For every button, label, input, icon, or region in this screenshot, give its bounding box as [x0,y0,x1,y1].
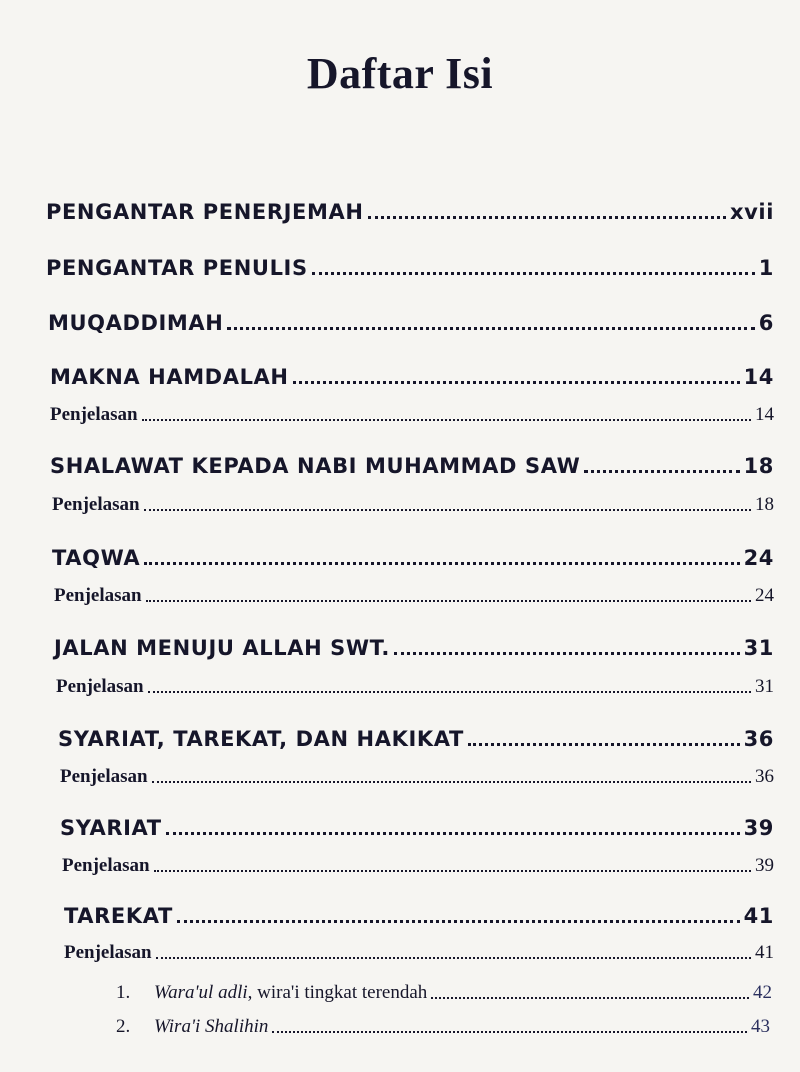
toc-entry-page: 14 [743,365,774,389]
toc-subentry-penjelasan[interactable] [60,766,774,788]
dot-leader [144,509,751,511]
toc-entry-muqaddimah[interactable] [48,311,774,335]
dot-leader [144,562,739,565]
toc-entry-label: MUQADDIMAH [48,311,224,335]
list-number: 2. [116,1016,131,1037]
toc-subitem-1[interactable] [116,982,772,1004]
dot-leader [272,1031,747,1033]
toc-entry-label: MAKNA HAMDALAH [50,365,289,389]
dot-leader [431,997,749,999]
dot-leader [293,381,740,384]
toc-entry-jalan-menuju-allah[interactable] [54,636,774,660]
toc-entry-page: xvii [729,200,774,224]
toc-entry-pengantar-penerjemah[interactable] [46,200,774,224]
toc-entry-label: Penjelasan [62,855,150,876]
toc-entry-label: Penjelasan [50,404,138,425]
dot-leader [166,832,740,835]
dot-leader [468,743,740,746]
toc-subentry-penjelasan[interactable] [64,942,774,964]
toc-entry-syariat-tarekat-hakikat[interactable] [58,727,774,751]
toc-entry-page: 36 [743,727,774,751]
toc-entry-label [116,982,427,1004]
page-title: Daftar Isi [306,49,494,98]
dot-leader [152,781,751,783]
toc-subentry-penjelasan[interactable] [62,855,774,877]
toc-entry-page: 24 [755,585,774,606]
toc-entry-page: 43 [751,1016,770,1037]
toc-entry-label [116,1016,268,1038]
toc-entry-label: SYARIAT [60,816,162,840]
toc-entry-page: 42 [753,982,772,1003]
dot-leader [156,957,751,959]
toc-entry-pengantar-penulis[interactable] [46,256,774,280]
toc-entry-label: Penjelasan [60,766,148,787]
toc-subentry-penjelasan[interactable] [56,676,774,698]
dot-leader [177,920,740,923]
list-number: 1. [116,982,131,1003]
toc-entry-label: TAQWA [52,546,141,570]
toc-entry-page: 31 [743,636,774,660]
toc-entry-label: Penjelasan [52,494,140,515]
toc-entry-tarekat[interactable] [64,904,774,928]
toc-entry-label: Penjelasan [64,942,152,963]
toc-entry-label: SYARIAT, TAREKAT, DAN HAKIKAT [58,727,464,751]
toc-entry-label: TAREKAT [64,904,173,928]
toc-subentry-penjelasan[interactable] [50,404,774,426]
toc-entry-label: Penjelasan [56,676,144,697]
toc-subentry-penjelasan[interactable] [54,585,774,607]
toc-subentry-penjelasan[interactable] [52,494,774,516]
toc-entry-page: 1 [758,256,774,280]
toc-entry-makna-hamdalah[interactable] [50,365,774,389]
dot-leader [142,419,751,421]
toc-entry-page: 39 [755,855,774,876]
toc-entry-page: 39 [743,816,774,840]
dot-leader [368,216,726,219]
toc-entry-taqwa[interactable] [52,546,774,570]
toc-entry-page: 14 [755,404,774,425]
toc-entry-page: 41 [743,904,774,928]
dot-leader [394,652,740,655]
toc-entry-label: PENGANTAR PENULIS [46,256,308,280]
dot-leader [584,470,739,473]
dot-leader [312,272,755,275]
toc-entry-label: SHALAWAT KEPADA NABI MUHAMMAD SAW [50,454,581,478]
dot-leader [154,870,751,872]
toc-subitem-2[interactable] [116,1016,770,1038]
toc-entry-page: 6 [758,311,774,335]
toc-entry-page: 31 [755,676,774,697]
toc-entry-label: Penjelasan [54,585,142,606]
toc-entry-page: 24 [743,546,774,570]
dot-leader [148,691,751,693]
dot-leader [146,600,751,602]
toc-entry-page: 36 [755,766,774,787]
toc-entry-syariat[interactable] [60,816,774,840]
toc-entry-shalawat[interactable] [50,454,774,478]
toc-entry-page: 18 [755,494,774,515]
toc-entry-page: 41 [755,942,774,963]
toc-entry-page: 18 [743,454,774,478]
toc-entry-label: PENGANTAR PENERJEMAH [46,200,364,224]
italic-term: Wira'i Shalihin [154,1016,269,1037]
dot-leader [227,327,754,330]
label-rest: , wira'i tingkat terendah [247,982,428,1003]
toc-entry-label: JALAN MENUJU ALLAH SWT. [54,636,390,660]
italic-term: Wara'ul adli [154,982,248,1003]
